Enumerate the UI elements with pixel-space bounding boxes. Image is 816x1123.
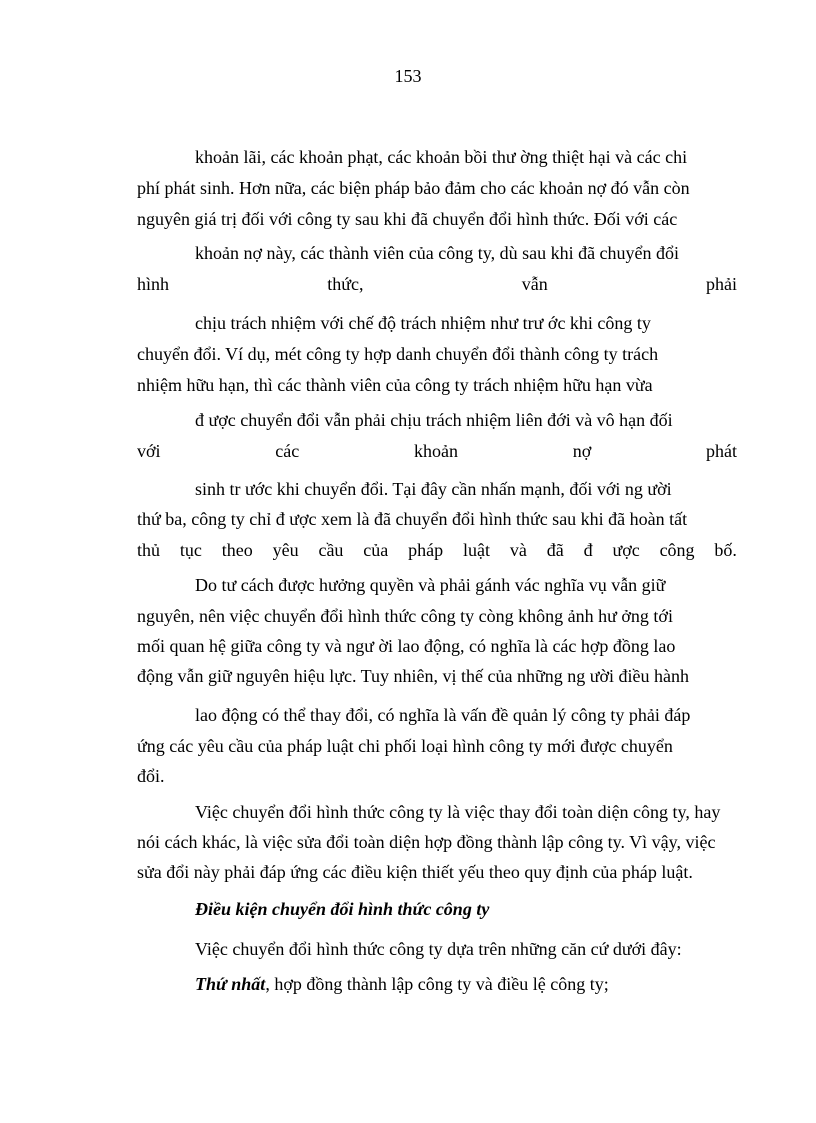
text-line: nói cách khác, là việc sửa đổi toàn diện hợp đồng thành lập công ty. Vì vậy, việc — [137, 832, 716, 852]
text-line: nhiệm hữu hạn, thì các thành viên của công ty trách nhiệm hữu hạn vừa — [137, 375, 653, 395]
justified-line — [137, 538, 737, 562]
word: ược — [612, 540, 640, 560]
text-line: mối quan hệ giữa công ty và ngư ời lao động, có nghĩa là các hợp đồng lao — [137, 636, 676, 656]
word: hình — [137, 274, 170, 294]
text-line: sửa đổi này phải đáp ứng các điều kiện thiết yếu theo quy định của pháp luật. — [137, 862, 693, 882]
text-line: nguyên, nên việc chuyển đổi hình thức công ty còng không ảnh hư ởng tới — [137, 606, 673, 626]
text-line: đ ược chuyển đổi vẫn phải chịu trách nhiệm liên đới và vô hạn đối — [195, 410, 673, 430]
text-line: nguyên giá trị đối với công ty sau khi đã chuyển đổi hình thức. Đối với các — [137, 209, 678, 229]
text-line: đổi. — [137, 766, 165, 786]
word: phát — [705, 441, 737, 461]
word: pháp — [408, 540, 444, 560]
text-line: động vẫn giữ nguyên hiệu lực. Tuy nhiên, vị thế của những ng ười điều hành — [137, 666, 689, 686]
text-line: lao động có thể thay đổi, có nghĩa là vấn đề quản lý công ty phải đáp — [195, 705, 691, 725]
word: luật — [463, 540, 490, 560]
text-line: Việc chuyển đổi hình thức công ty là việc thay đổi toàn diện công ty, hay — [195, 802, 721, 822]
word: vẫn — [521, 274, 548, 294]
word: bố. — [714, 540, 737, 560]
text-line: khoản lãi, các khoản phạt, các khoản bồi thư ờng thiệt hại và các chi — [195, 147, 688, 167]
text-line: phí phát sinh. Hơn nữa, các biện pháp bảo đảm cho các khoản nợ đó vẫn còn — [137, 178, 690, 198]
text-line: chuyển đổi. Ví dụ, mét công ty hợp danh chuyển đổi thành công ty trách — [137, 344, 659, 364]
text-line: Do tư cách được hưởng quyền và phải gánh vác nghĩa vụ vẫn giữ — [195, 575, 666, 595]
word: công — [659, 540, 695, 560]
word: phải — [705, 274, 737, 294]
justified-line — [137, 439, 737, 463]
page-number: 153 — [394, 66, 422, 86]
word: nợ — [572, 441, 592, 461]
word: đ — [583, 540, 593, 560]
text-run: , hợp đồng thành lập công ty và điều lệ công ty; — [265, 974, 609, 994]
text-line: chịu trách nhiệm với chế độ trách nhiệm như trư ớc khi công ty — [195, 313, 651, 333]
text-line — [195, 972, 609, 996]
word: thức, — [327, 274, 364, 294]
text-line: sinh tr ước khi chuyển đổi. Tại đây cần nhấn mạnh, đối với ng ười — [195, 479, 672, 499]
word: khoản — [413, 441, 458, 461]
word: thủ — [137, 540, 161, 560]
word: của — [363, 540, 389, 560]
word: theo — [221, 540, 253, 560]
word: tục — [179, 540, 202, 560]
word: đã — [546, 540, 564, 560]
text-line: khoản nợ này, các thành viên của công ty, dù sau khi đã chuyển đổi — [195, 243, 680, 263]
word: cầu — [318, 540, 344, 560]
word: với — [137, 441, 161, 461]
text-line: Việc chuyển đổi hình thức công ty dựa trên những căn cứ dưới đây: — [195, 939, 682, 959]
text-line: thứ ba, công ty chỉ đ ược xem là đã chuyển đổi hình thức sau khi đã hoàn tất — [137, 509, 688, 529]
word: và — [509, 540, 527, 560]
justified-line — [137, 272, 737, 296]
word: yêu — [272, 540, 299, 560]
emphasis: Thứ nhất — [195, 974, 266, 994]
word: các — [275, 441, 300, 461]
section-heading: Điều kiện chuyển đổi hình thức công ty — [195, 899, 490, 919]
text-line: ứng các yêu cầu của pháp luật chi phối loại hình công ty mới được chuyển — [137, 736, 673, 756]
